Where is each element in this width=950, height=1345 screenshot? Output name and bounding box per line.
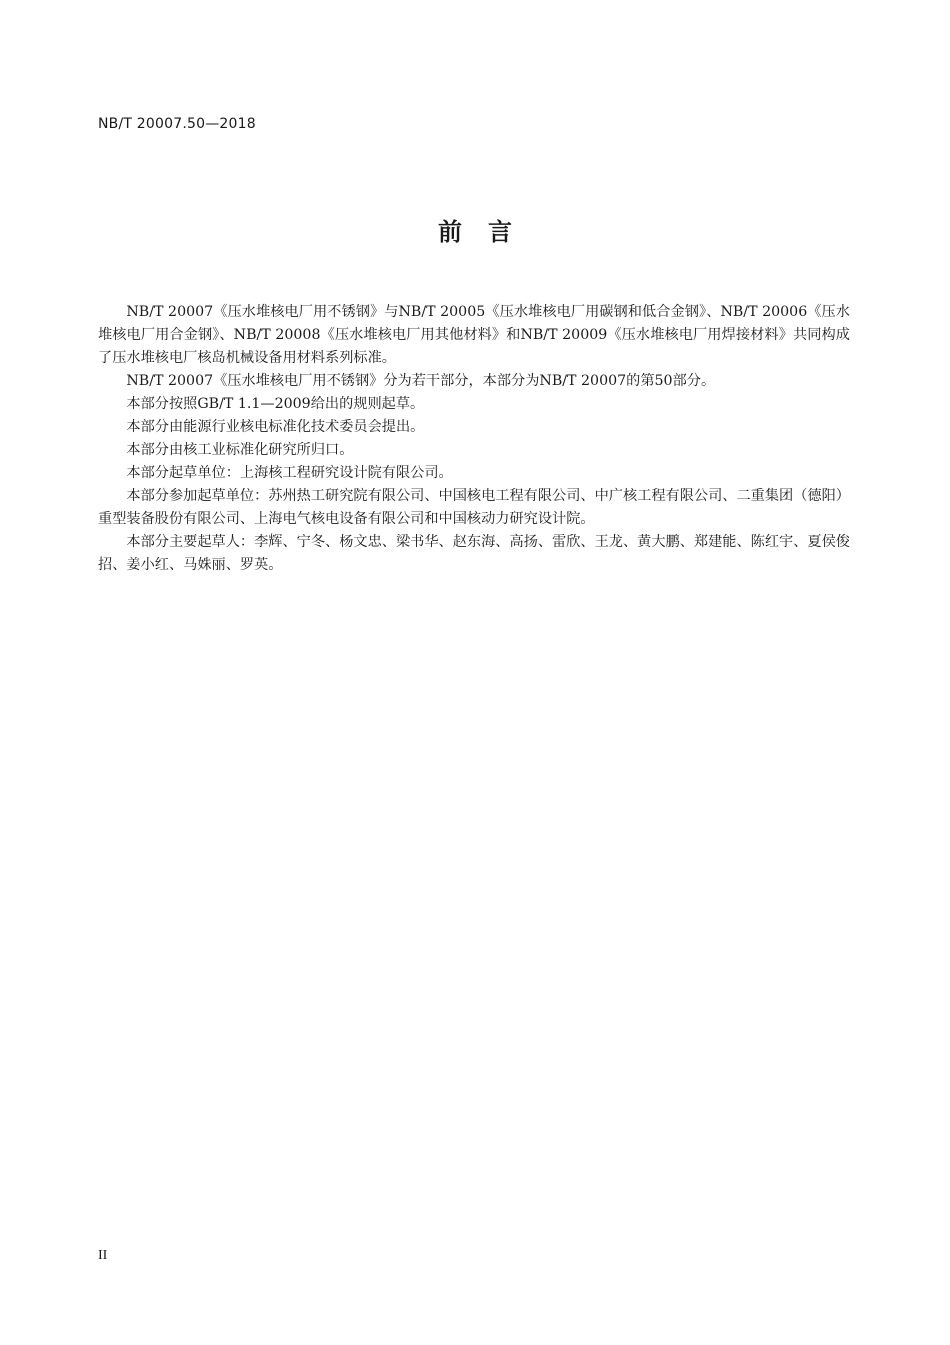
page-number: II bbox=[98, 1248, 108, 1263]
paragraph-proposed-by: 本部分由能源行业核电标准化技术委员会提出。 bbox=[126, 419, 425, 435]
paragraph-series-description: NB/T 20007《压水堆核电厂用不锈钢》与NB/T 20005《压水堆核电厂用碳钢和低合金钢》、NB/T 20006《压水堆核电厂用合金钢》、NB/T 20008《压水堆核电厂用其他材料》和NB/T 20009《压水堆核电厂用焊接材料》共同构成了压水堆核电厂核岛机械设备用材料系列标准。 bbox=[98, 304, 850, 366]
paragraph-centralized-by: 本部分由核工业标准化研究所归口。 bbox=[126, 442, 354, 458]
page-title: 前言 bbox=[438, 218, 538, 246]
paragraph-main-drafters: 本部分主要起草人：李辉、宁冬、杨文忠、梁书华、赵东海、高扬、雷欣、王龙、黄大鹏、郑建能、陈红宇、夏侯俊招、姜小红、马姝丽、罗英。 bbox=[98, 534, 850, 573]
standard-number: NB/T 20007.50—2018 bbox=[98, 116, 256, 132]
paragraph-participating-units: 本部分参加起草单位：苏州热工研究院有限公司、中国核电工程有限公司、中广核工程有限公司、二重集团（德阳）重型装备股份有限公司、上海电气核电设备有限公司和中国核动力研究设计院。 bbox=[98, 488, 850, 527]
paragraph-part-number: NB/T 20007《压水堆核电厂用不锈钢》分为若干部分，本部分为NB/T 20007的第50部分。 bbox=[126, 373, 716, 389]
foreword-body bbox=[98, 301, 850, 577]
paragraph-drafting-rules: 本部分按照GB/T 1.1—2009给出的规则起草。 bbox=[126, 396, 425, 412]
paragraph-drafting-unit: 本部分起草单位：上海核工程研究设计院有限公司。 bbox=[126, 465, 453, 481]
